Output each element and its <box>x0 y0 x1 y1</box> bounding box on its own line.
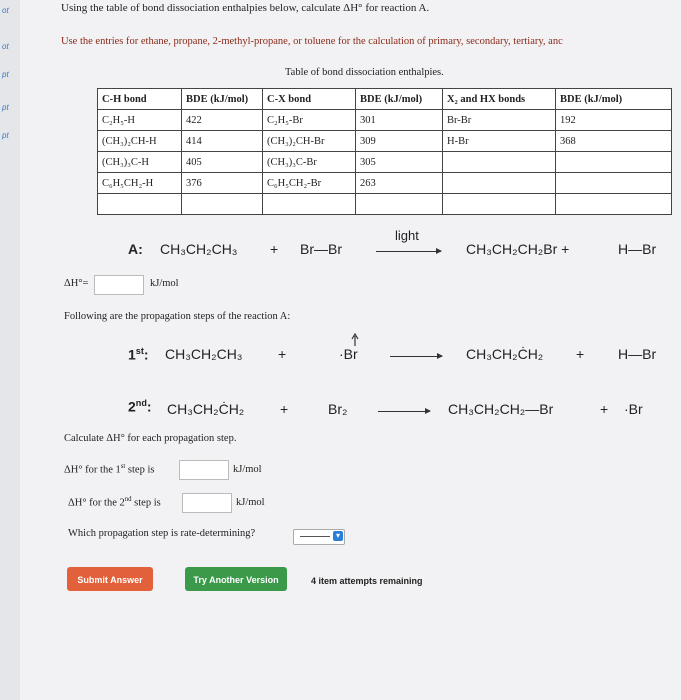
table-cell <box>443 152 556 173</box>
step1-br-radical: ·Br <box>339 346 358 362</box>
step2-dh-text: ΔH° for the 2 <box>68 497 125 509</box>
plus-sign: + <box>278 346 287 362</box>
table-cell <box>556 194 672 215</box>
submit-answer-button[interactable]: Submit Answer <box>67 567 153 591</box>
step2-reactant: CH₃CH₂ĊH₂ <box>167 401 245 417</box>
table-cell <box>263 194 356 215</box>
table-header-row <box>98 89 672 110</box>
step2-dh-input[interactable] <box>182 493 232 513</box>
step2-bromine: Br₂ <box>328 401 348 417</box>
table-cell <box>182 194 263 215</box>
plus-sign: + <box>270 241 279 257</box>
plus-sign: + <box>600 401 609 417</box>
propagation-intro: Following are the propagation steps of the reaction A: <box>64 311 291 322</box>
step1-ordinal: st <box>135 346 144 356</box>
product-hbr: H—Br <box>618 241 657 257</box>
table-cell: C₂H₅-H <box>98 110 182 131</box>
step1-arrow <box>390 356 442 357</box>
reaction-label: A: <box>128 241 143 257</box>
step1-dh-tail: step is <box>125 464 155 476</box>
step1-dh-input[interactable] <box>179 460 229 480</box>
table-cell: 309 <box>356 131 443 152</box>
table-cell: 301 <box>356 110 443 131</box>
question-text: Using the table of bond dissociation enthalpies below, calculate ΔH° for reaction A. <box>61 2 430 14</box>
step1-dh-unit: kJ/mol <box>233 464 262 475</box>
step1-dh-text: ΔH° for the 1 <box>64 464 121 476</box>
question-instructions: Use the entries for ethane, propane, 2-methyl-propane, or toluene for the calculation of primary, secondary, tertiary, anc <box>61 36 563 47</box>
table-cell: H-Br <box>443 131 556 152</box>
curved-arrow-icon <box>349 333 361 347</box>
table-row <box>98 152 672 173</box>
step2-colon: : <box>146 398 152 415</box>
column-header: X₂ and HX bonds <box>443 89 556 110</box>
bde-table <box>97 88 672 215</box>
step1-number: 1 <box>128 346 136 363</box>
step2-arrow <box>378 411 430 412</box>
column-header: BDE (kJ/mol) <box>182 89 263 110</box>
plus-sign: + <box>576 346 585 362</box>
column-header: C-X bond <box>263 89 356 110</box>
points-label: pt <box>2 103 9 112</box>
step1-product: CH₃CH₂ĊH₂ <box>466 346 544 362</box>
table-cell <box>443 194 556 215</box>
calc-heading: Calculate ΔH° for each propagation step. <box>64 433 237 444</box>
dh-label: ΔH°= <box>64 278 89 289</box>
select-placeholder-line <box>300 536 330 537</box>
chevron-down-icon[interactable]: ▾ <box>333 531 343 541</box>
table-cell: C₆H₅CH₂-H <box>98 173 182 194</box>
column-header: BDE (kJ/mol) <box>556 89 672 110</box>
table-row <box>98 194 672 215</box>
table-cell: 422 <box>182 110 263 131</box>
points-label: pt <box>2 70 9 79</box>
table-cell: Br-Br <box>443 110 556 131</box>
table-row <box>98 110 672 131</box>
points-sidebar <box>0 0 20 700</box>
table-row <box>98 131 672 152</box>
step2-ordinal: nd <box>135 398 147 408</box>
step2-dh-label <box>68 496 161 509</box>
step1-label <box>128 346 149 363</box>
rate-question: Which propagation step is rate-determining? <box>68 528 256 539</box>
table-cell: 305 <box>356 152 443 173</box>
step2-dh-tail: step is <box>131 497 161 509</box>
table-cell: 414 <box>182 131 263 152</box>
table-cell: 192 <box>556 110 672 131</box>
table-cell <box>443 173 556 194</box>
step1-dh-label <box>64 463 154 476</box>
attempts-remaining: 4 item attempts remaining <box>311 576 423 586</box>
table-cell: (CH₃)₃C-Br <box>263 152 356 173</box>
plus-sign: + <box>280 401 289 417</box>
table-cell: (CH₃)₂CH-H <box>98 131 182 152</box>
table-cell: (CH₃)₃C-H <box>98 152 182 173</box>
reaction-arrow <box>376 251 441 252</box>
table-row <box>98 173 672 194</box>
step1-reactant: CH₃CH₂CH₃ <box>165 346 243 362</box>
table-cell: 368 <box>556 131 672 152</box>
dh-reaction-input[interactable] <box>94 275 144 295</box>
points-label: pt <box>2 131 9 140</box>
column-header: BDE (kJ/mol) <box>356 89 443 110</box>
step1-product-hbr: H—Br <box>618 346 657 362</box>
reaction-condition: light <box>395 228 419 243</box>
table-cell: C₂H₅-Br <box>263 110 356 131</box>
step2-dh-ordinal: nd <box>124 496 132 503</box>
step2-label <box>128 398 152 415</box>
table-caption: Table of bond dissociation enthalpies. <box>285 67 444 78</box>
reactant-bromine: Br—Br <box>300 241 342 257</box>
step1-colon: : <box>143 346 149 363</box>
table-cell: C₆H₅CH₂-Br <box>263 173 356 194</box>
table-cell: 405 <box>182 152 263 173</box>
step2-product: CH₃CH₂CH₂—Br <box>448 401 554 417</box>
points-label: ot <box>2 42 9 51</box>
reactant-propane: CH₃CH₂CH₃ <box>160 241 238 257</box>
table-cell: 376 <box>182 173 263 194</box>
step2-number: 2 <box>128 398 136 415</box>
step2-br-radical: ·Br <box>624 401 643 417</box>
dh-unit: kJ/mol <box>150 278 179 289</box>
table-cell: 263 <box>356 173 443 194</box>
table-cell: (CH₃)₂CH-Br <box>263 131 356 152</box>
column-header: C-H bond <box>98 89 182 110</box>
table-cell <box>556 152 672 173</box>
step2-dh-unit: kJ/mol <box>236 497 265 508</box>
rate-determining-select[interactable] <box>293 529 345 545</box>
product-bromopropane: CH₃CH₂CH₂Br + <box>466 241 570 257</box>
try-another-version-button[interactable]: Try Another Version <box>185 567 287 591</box>
table-cell <box>556 173 672 194</box>
table-cell <box>98 194 182 215</box>
table-cell <box>356 194 443 215</box>
step1-dh-ordinal: st <box>120 463 126 470</box>
points-label: ot <box>2 6 9 15</box>
